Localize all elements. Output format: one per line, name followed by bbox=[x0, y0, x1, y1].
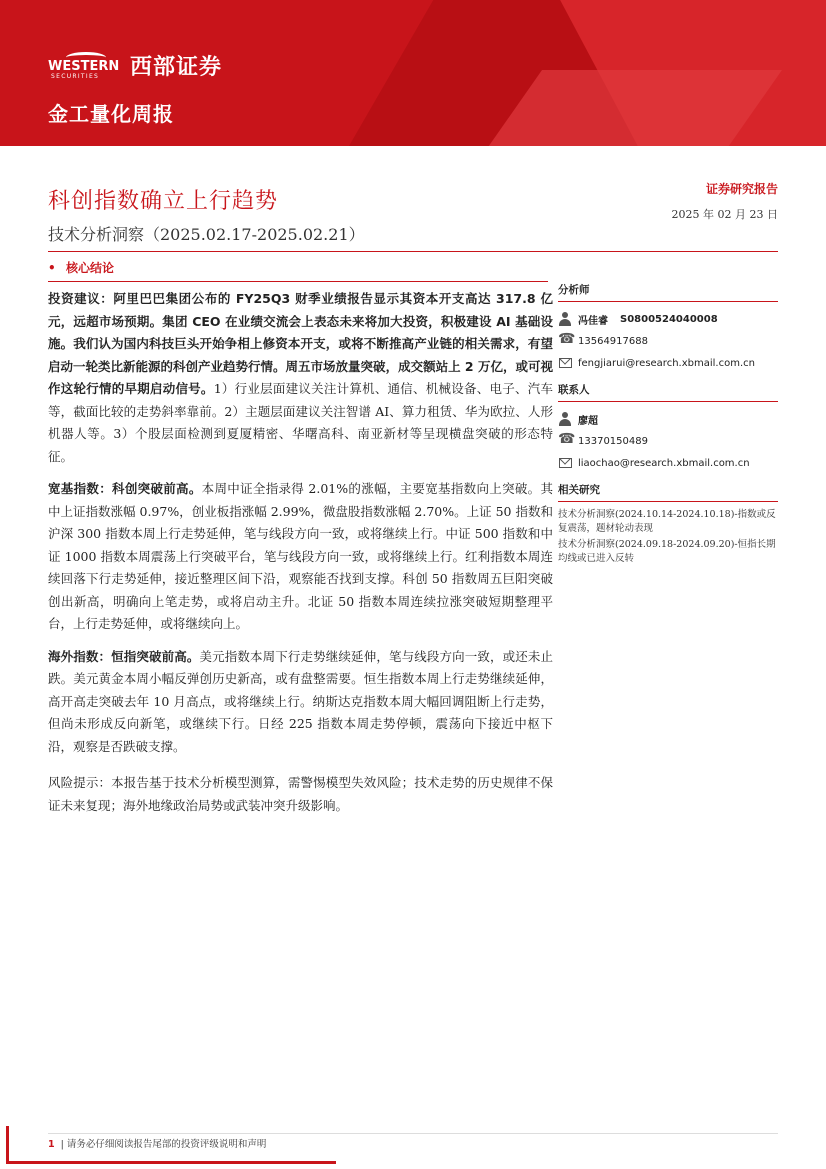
paragraph-text: 本周中证全指录得 2.01%的涨幅，主要宽基指数向上突破。其中上证指数涨幅 0.97%，创业板指涨幅 2.99%，微盘股指数涨幅 2.70%。上证 50 指数和沪深 300 指数本周上行走势延伸，笔与线段方向一致，或将继续上行。中证 500 指数和中证 1000 指数本周震荡上行突破平台，笔与线段方向一致，或将继续上行。红利指数本周连续回落下行走势延伸，接近整理区间下沿，观察能否找到支撑。科创 50 指数周五巨阳突破创出新高，明确向上笔走势，或将启动主升。北证 50 指数本周连续拉涨突破短期整理平台，上行走势延伸，或将继续向上。 bbox=[48, 481, 553, 631]
section-heading-label: 核心结论 bbox=[66, 261, 115, 275]
analyst-phone: 13564917688 bbox=[578, 335, 648, 347]
contact-name: 廖超 bbox=[578, 415, 598, 427]
contact-email-row bbox=[558, 452, 778, 474]
report-series-title: 金工量化周报 bbox=[48, 102, 174, 126]
analyst-email-row bbox=[558, 352, 778, 374]
contact-phone-row bbox=[558, 430, 778, 452]
footer-disclaimer: | 请务必仔细阅读报告尾部的投资评级说明和声明 bbox=[60, 1139, 267, 1150]
mail-icon bbox=[558, 456, 572, 470]
footer bbox=[48, 1136, 266, 1150]
mail-icon bbox=[558, 356, 572, 370]
section-heading bbox=[48, 259, 114, 276]
contact-phone: 13370150489 bbox=[578, 435, 648, 447]
report-type: 证券研究报告 bbox=[705, 182, 778, 196]
title-divider bbox=[48, 251, 778, 252]
logo-mark bbox=[48, 52, 126, 80]
paragraph-lead: 宽基指数：科创突破前高。 bbox=[48, 481, 202, 496]
corner-decoration bbox=[6, 1126, 9, 1164]
corner-decoration bbox=[6, 1161, 336, 1164]
analyst-email[interactable]: fengjiarui@research.xbmail.com.cn bbox=[578, 357, 755, 369]
contact-row bbox=[558, 408, 778, 430]
paragraph-overseas-index bbox=[48, 646, 553, 759]
related-report-link[interactable]: 技术分析洞察(2024.10.14-2024.10.18)-指数或反复震荡，题材轮动表现 bbox=[558, 509, 776, 534]
analyst-heading: 分析师 bbox=[558, 282, 778, 302]
paragraph-lead: 投资建议：阿里巴巴集团公布的 FY25Q3 财季业绩报告显示其资本开支高达 317.8 亿元，远超市场预期。集团 CEO 在业绩交流会上表态未来将加大投资，积极建设 AI 基础设施。我们认为国内科技巨头开始争相上修资本开支，或将不断推高产业链的相关需求，有望启动一轮类比新能源的科创产业趋势行情。周五市场放量突破，成交额站上 2 万亿，或可视作这轮行情的早期启动信号。 bbox=[48, 291, 553, 396]
paragraph-text: 美元指数本周下行走势继续延伸，笔与线段方向一致，或还未止跌。美元黄金本周小幅反弹创历史新高，或有盘整需要。恒生指数本周上行走势继续延伸，高开高走突破去年 10 月高点，或将继续上行。纳斯达克指数本周大幅回调阻断上行走势，但尚未形成反向新笔，或继续下行。日经 225 指数本周走势停顿，震荡向下接近中枢下沿，观察是否跌破支撑。 bbox=[48, 648, 553, 754]
sidebar bbox=[558, 282, 778, 568]
person-icon bbox=[558, 312, 572, 326]
company-logo bbox=[48, 50, 222, 81]
logo-english-sub: SECURITIES bbox=[51, 72, 100, 80]
contact-email[interactable]: liaochao@research.xbmail.com.cn bbox=[578, 457, 750, 469]
footer-divider bbox=[48, 1133, 778, 1134]
phone-icon bbox=[558, 434, 572, 448]
paragraph-broad-index bbox=[48, 478, 553, 636]
analyst-cert: S0800524040008 bbox=[620, 313, 718, 325]
logo-chinese: 西部证券 bbox=[130, 55, 223, 80]
paragraph-text: 1）行业层面建议关注计算机、通信、机械设备、电子、汽车等，截面比较的走势斜率靠前。2）主题层面建议关注智谱 AI、算力租赁、华为欧拉、人形机器人等。3）个股层面检测到夏厦精密、华曙高科、南亚新材等呈现横盘突破的形态特征。 bbox=[48, 381, 553, 464]
report-date: 2025 年 02 月 23 日 bbox=[671, 208, 778, 221]
analyst-row bbox=[558, 308, 778, 330]
paragraph-lead: 海外指数：恒指突破前高。 bbox=[48, 648, 200, 664]
phone-icon bbox=[558, 334, 572, 348]
related-heading: 相关研究 bbox=[558, 482, 778, 502]
page-title: 科创指数确立上行趋势 bbox=[48, 189, 279, 214]
page-subtitle: 技术分析洞察（2025.02.17-2025.02.21） bbox=[48, 225, 365, 244]
analyst-name: 冯佳睿 bbox=[578, 315, 608, 327]
paragraph-risk: 风险提示：本报告基于技术分析模型测算，需警惕模型失效风险；技术走势的历史规律不保证未来复现；海外地缘政治局势或武装冲突升级影响。 bbox=[48, 775, 553, 813]
report-body bbox=[48, 288, 553, 827]
contact-heading: 联系人 bbox=[558, 382, 778, 402]
paragraph-investment bbox=[48, 288, 553, 468]
bullet-icon: • bbox=[48, 261, 56, 275]
logo-english: WESTERN bbox=[48, 58, 120, 74]
analyst-phone-row bbox=[558, 330, 778, 352]
person-icon bbox=[558, 412, 572, 426]
page-number: 1 bbox=[48, 1139, 55, 1150]
section-divider bbox=[48, 281, 548, 282]
related-report-link[interactable]: 技术分析洞察(2024.09.18-2024.09.20)-恒指长期均线或已进入反转 bbox=[558, 539, 776, 564]
header-banner bbox=[0, 0, 826, 146]
